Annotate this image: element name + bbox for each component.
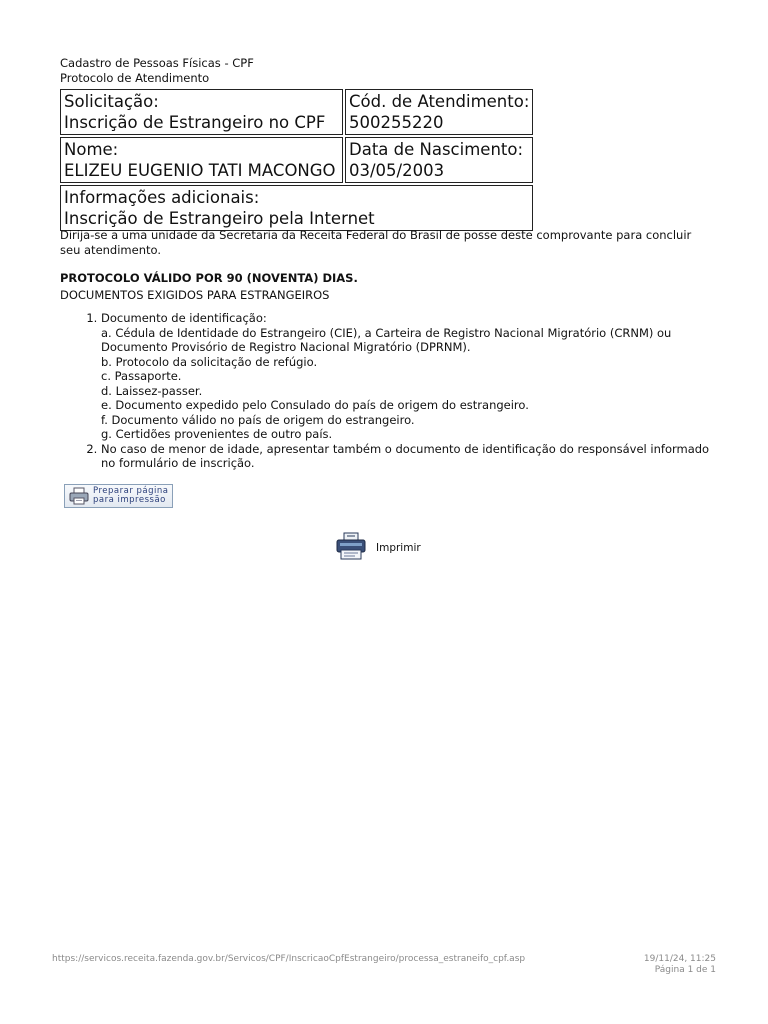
document-item-title: 1. Documento de identificação: bbox=[101, 311, 267, 325]
table-row bbox=[60, 89, 533, 135]
print-button[interactable] bbox=[335, 534, 421, 562]
document-subitem: b. Protocolo da solicitação de refúgio. bbox=[101, 354, 318, 369]
footer-page-number: Página 1 de 1 bbox=[654, 965, 716, 975]
informacoes-adicionais-cell bbox=[60, 185, 533, 231]
document-subitem: c. Passaporte. bbox=[101, 369, 182, 383]
data-nascimento-value: 03/05/2003 bbox=[349, 161, 445, 180]
document-item-text: 2. No caso de menor de idade, apresentar também o documento de identificação do responsável informado no formulário de inscrição. bbox=[101, 441, 710, 470]
nome-label: Nome: bbox=[64, 140, 119, 159]
documents-list bbox=[60, 311, 711, 471]
list-item bbox=[101, 442, 711, 471]
instruction-text: Dirija-se a uma unidade da Secretaria da Receita Federal do Brasil de posse deste comprovante para concluir seu atendimento. bbox=[60, 228, 692, 257]
cod-atendimento-label: Cód. de Atendimento: bbox=[349, 92, 530, 111]
documents-title: DOCUMENTOS EXIGIDOS PARA ESTRANGEIROS bbox=[60, 288, 330, 302]
table-row bbox=[60, 185, 533, 231]
page-header bbox=[60, 56, 254, 85]
footer-url: https://servicos.receita.fazenda.gov.br/Servicos/CPF/InscricaoCpfEstrangeiro/processa_estraneifo_cpf.asp bbox=[52, 954, 526, 964]
prepare-print-label-2: para impressão bbox=[93, 495, 166, 505]
header-title: Cadastro de Pessoas Físicas - CPF bbox=[60, 56, 254, 70]
data-nascimento-label: Data de Nascimento: bbox=[349, 140, 524, 159]
solicitacao-cell bbox=[60, 89, 343, 135]
informacoes-adicionais-value: Inscrição de Estrangeiro pela Internet bbox=[64, 209, 375, 228]
footer-datetime: 19/11/24, 11:25 bbox=[643, 954, 716, 964]
list-item bbox=[101, 311, 711, 442]
solicitacao-label: Solicitação: bbox=[64, 92, 159, 111]
data-nascimento-cell bbox=[345, 137, 533, 183]
printer-icon bbox=[68, 487, 90, 505]
cod-atendimento-cell bbox=[345, 89, 533, 135]
nome-cell bbox=[60, 137, 343, 183]
printer-icon bbox=[335, 532, 367, 564]
protocol-info-table bbox=[58, 87, 535, 233]
document-subitem: d. Laissez-passer. bbox=[101, 383, 203, 398]
nome-value: ELIZEU EUGENIO TATI MACONGO bbox=[64, 161, 336, 180]
solicitacao-value: Inscrição de Estrangeiro no CPF bbox=[64, 113, 326, 132]
document-subitem: g. Certidões provenientes de outro país. bbox=[101, 427, 333, 441]
header-subtitle: Protocolo de Atendimento bbox=[60, 70, 210, 85]
prepare-print-label-1: Preparar página bbox=[93, 486, 169, 496]
cod-atendimento-value: 500255220 bbox=[349, 113, 444, 132]
table-row bbox=[60, 137, 533, 183]
prepare-print-button[interactable] bbox=[64, 484, 173, 508]
informacoes-adicionais-label: Informações adicionais: bbox=[64, 188, 260, 207]
print-label: Imprimir bbox=[376, 542, 421, 554]
document-subitem: e. Documento expedido pelo Consulado do país de origem do estrangeiro. bbox=[101, 398, 529, 412]
validity-notice: PROTOCOLO VÁLIDO POR 90 (NOVENTA) DIAS. bbox=[60, 271, 358, 285]
footer-meta bbox=[644, 954, 716, 976]
document-subitem: a. Cédula de Identidade do Estrangeiro (CIE), a Carteira de Registro Nacional Migratório (CRNM) ou Documento Provisório de Registro Nacional Migratório (DPRNM). bbox=[101, 325, 672, 354]
document-subitem: f. Documento válido no país de origem do estrangeiro. bbox=[101, 412, 415, 427]
